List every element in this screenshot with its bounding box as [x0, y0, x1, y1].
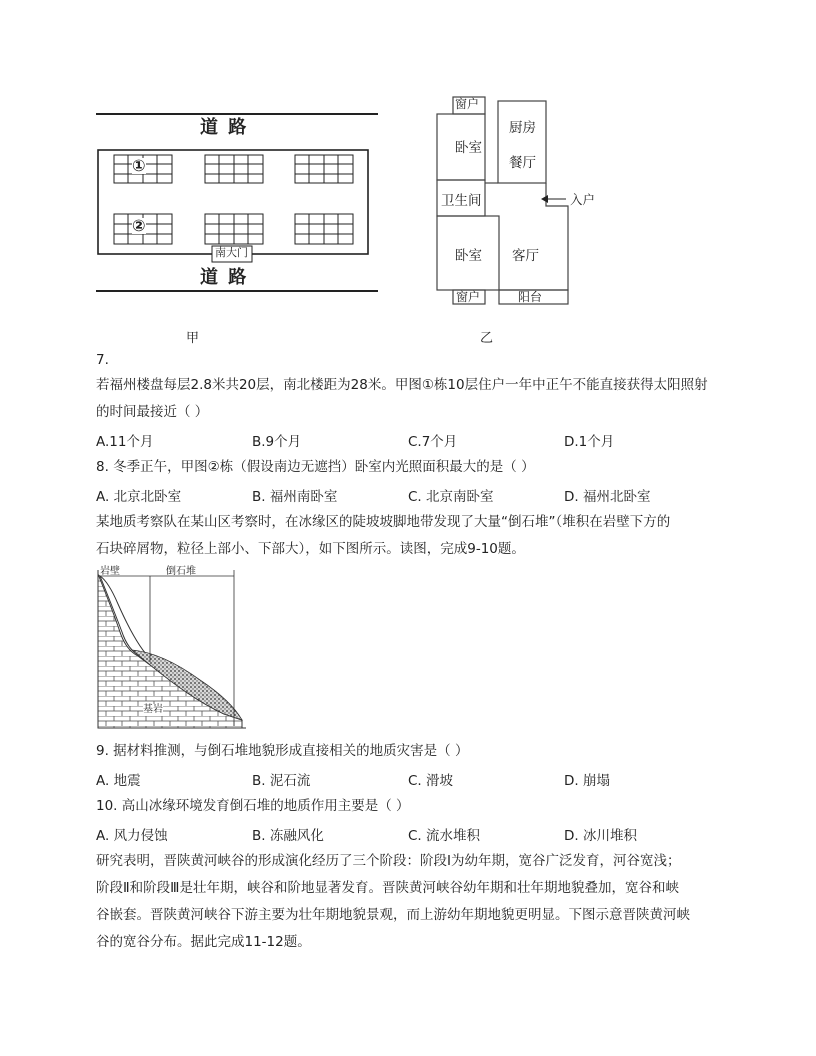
entrance-label: 入户	[570, 192, 596, 207]
q8-option-c: C. 北京南卧室	[408, 489, 494, 505]
balcony-label: 阳台	[518, 290, 543, 304]
q8-option-d: D. 福州北卧室	[564, 489, 651, 505]
gate-label: 南大门	[215, 246, 248, 259]
q7-number: 7.	[96, 352, 109, 368]
q9-option-d: D. 崩塌	[564, 773, 610, 789]
cliff-label: 岩壁	[100, 566, 120, 577]
q10-option-c: C. 流水堆积	[408, 828, 481, 844]
building-top-right	[295, 155, 353, 183]
q8-stem: 8. 冬季正午，甲图②栋（假设南边无遮挡）卧室内光照面积最大的是（ ）	[96, 459, 535, 475]
scree-figure	[94, 566, 254, 732]
bedroom-bottom-label: 卧室	[455, 248, 482, 264]
q10-option-d: D. 冰川堆积	[564, 828, 637, 844]
passage-9-10-line2: 石块碎屑物，粒径上部小、下部大），如下图所示。读图，完成9-10题。	[96, 541, 525, 557]
passage-11-12-line2: 阶段Ⅱ和阶段Ⅲ是壮年期，峡谷和阶地显著发育。晋陕黄河峡谷幼年期和壮年期地貌叠加，宽谷和峡	[96, 880, 679, 896]
q7-stem-line1: 若福州楼盘每层2.8米共20层，南北楼距为28米。甲图①栋10层住户一年中正午不能直接获得太阳照射	[96, 377, 708, 393]
building-top-middle	[205, 155, 263, 183]
q10-stem: 10. 高山冰缘环境发育倒石堆的地质作用主要是（ ）	[96, 798, 410, 814]
q9-option-c: C. 滑坡	[408, 773, 454, 789]
q7-option-d: D.1个月	[564, 434, 615, 450]
bedroom-top-label: 卧室	[455, 140, 482, 156]
passage-11-12-line1: 研究表明，晋陕黄河峡谷的形成演化经历了三个阶段：阶段Ⅰ为幼年期，宽谷广泛发育，河谷宽浅；	[96, 853, 681, 869]
road-top-label: 道 路	[200, 117, 249, 138]
dining-label: 餐厅	[509, 155, 536, 171]
building-2-label: ②	[132, 216, 146, 235]
kitchen-label: 厨房	[509, 120, 536, 136]
bedrock-label: 基岩	[143, 704, 163, 715]
figure-jia-caption: 甲	[186, 331, 200, 346]
q9-stem: 9. 据材料推测，与倒石堆地貌形成直接相关的地质灾害是（ ）	[96, 743, 469, 759]
q7-option-c: C.7个月	[408, 434, 458, 450]
window-bottom-label: 窗户	[456, 290, 481, 304]
building-bottom-middle	[205, 214, 263, 244]
q8-option-a: A. 北京北卧室	[96, 489, 182, 505]
bathroom-label: 卫生间	[441, 193, 482, 209]
q7-stem-line2: 的时间最接近（ ）	[96, 404, 209, 420]
building-1-label: ①	[132, 156, 146, 175]
passage-11-12-line3: 谷嵌套。晋陕黄河峡谷下游主要为壮年期地貌景观，而上游幼年期地貌更明显。下图示意晋陕黄河峡	[96, 907, 690, 923]
scree-label: 倒石堆	[166, 566, 196, 577]
figure-yi-caption: 乙	[480, 331, 494, 346]
entrance-arrow	[541, 195, 566, 203]
building-grid	[114, 155, 353, 244]
q10-option-a: A. 风力侵蚀	[96, 828, 168, 844]
q9-option-a: A. 地震	[96, 773, 141, 789]
living-room-label: 客厅	[512, 248, 539, 264]
building-bottom-right	[295, 214, 353, 244]
q7-option-a: A.11个月	[96, 434, 154, 450]
q8-option-b: B. 福州南卧室	[252, 489, 338, 505]
q10-option-b: B. 冻融风化	[252, 828, 324, 844]
q7-option-b: B.9个月	[252, 434, 302, 450]
passage-11-12-line4: 谷的宽谷分布。据此完成11-12题。	[96, 934, 311, 950]
passage-9-10-line1: 某地质考察队在某山区考察时，在冰缘区的陡坡坡脚地带发现了大量“倒石堆”（堆积在岩壁下方的	[96, 514, 671, 530]
road-bottom-label: 道 路	[200, 267, 249, 288]
window-top-label: 窗户	[455, 97, 480, 111]
q9-option-b: B. 泥石流	[252, 773, 311, 789]
